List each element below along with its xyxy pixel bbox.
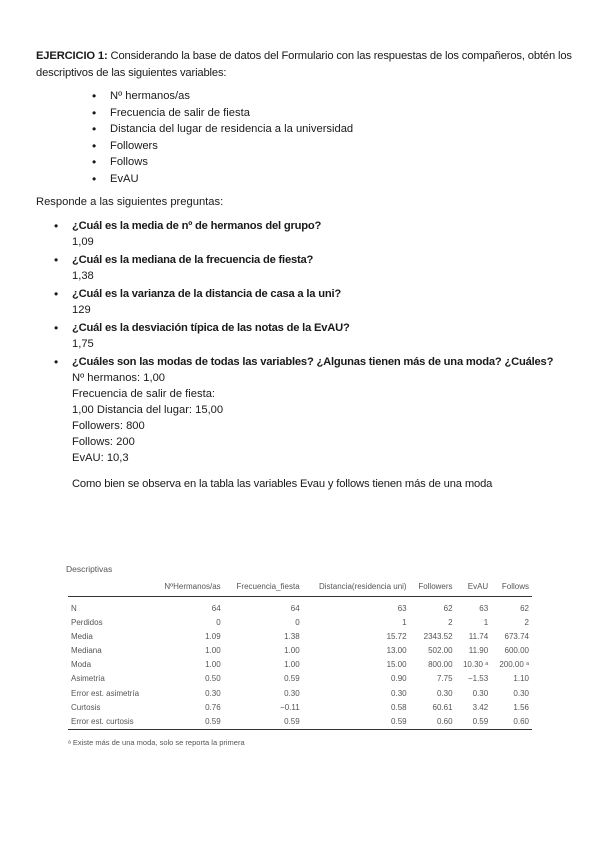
question-item xyxy=(54,354,553,466)
table-cell: 1.09 xyxy=(205,631,221,641)
table-row xyxy=(68,643,532,657)
row-label-cell: Media xyxy=(71,631,93,641)
exercise-text: Considerando la base de datos del Formulario con las respuestas de los compañeros, obtén los descriptivos de las siguientes variables: xyxy=(36,50,572,79)
table-cell: 0.59 xyxy=(153,714,224,729)
table-row xyxy=(68,700,532,714)
question-item xyxy=(54,320,553,352)
table-cell: 1.00 xyxy=(205,645,221,655)
table-cell: 200.00 ᵃ xyxy=(499,660,529,670)
table-cell: 1.00 xyxy=(205,660,221,670)
answer-text: Followers: 800 xyxy=(72,420,145,432)
table-cell: 7.75 xyxy=(436,674,453,684)
question-text: • ¿Cuáles son las modas de todas las variables? ¿Algunas tienen más de una moda? ¿Cuáles? xyxy=(72,356,554,368)
header-cell: Frecuencia_fiesta xyxy=(224,576,303,597)
answer-text: Follows: 200 xyxy=(72,436,135,448)
table-cell: 0.30 xyxy=(472,688,489,698)
row-label-cell: Error est. asimetría xyxy=(71,688,140,698)
table-cell: 0.59 xyxy=(284,674,300,684)
table-cell: 1 xyxy=(402,617,407,627)
table-cell: 0.30 xyxy=(205,688,221,698)
header-cell: NºHermanos/as xyxy=(153,576,224,597)
table-cell: 600.00 xyxy=(504,645,529,655)
table-cell: −0.11 xyxy=(280,702,300,712)
answer-text: 1,38 xyxy=(72,270,94,282)
table-cell: 0.59 xyxy=(456,714,492,729)
table-row xyxy=(68,597,532,616)
answer-text: Frecuencia de salir de fiesta: xyxy=(72,388,216,400)
table-cell: 60.61 xyxy=(432,702,453,712)
table-cell: 11.74 xyxy=(468,631,489,641)
table-cell: 2 xyxy=(448,617,453,627)
table-cell: 1.00 xyxy=(284,645,300,655)
row-label-cell: N xyxy=(71,603,77,613)
table-cell: 0.59 xyxy=(224,714,303,729)
table-cell: 0.50 xyxy=(205,674,221,684)
table-cell: 62 xyxy=(520,603,529,613)
table-cell: 2 xyxy=(524,617,529,627)
header-cell: EvAU xyxy=(456,576,492,597)
answer-text: 1,00 Distancia del lugar: 15,00 xyxy=(72,404,224,416)
question-item xyxy=(54,252,553,284)
variables-list xyxy=(94,88,353,188)
row-label-cell: Curtosis xyxy=(71,702,101,712)
table-cell: 0.60 xyxy=(491,714,532,729)
question-item xyxy=(54,218,553,250)
table-cell: 0.30 xyxy=(284,688,300,698)
table-cell: 63 xyxy=(397,603,407,613)
header-cell xyxy=(68,576,153,597)
descriptives-table xyxy=(68,576,532,730)
table-header-row xyxy=(68,576,532,597)
table-cell: 64 xyxy=(290,603,300,613)
table-footnote: ᵃ Existe más de una moda, solo se reporta la primera xyxy=(68,738,245,747)
table-cell: 64 xyxy=(211,603,221,613)
row-label-cell: Moda xyxy=(71,660,92,670)
answer-text: 129 xyxy=(72,304,91,316)
question-text: • ¿Cuál es la desviación típica de las notas de la EvAU? xyxy=(72,322,350,334)
question-text: • ¿Cuál es la varianza de la distancia de casa a la uni? xyxy=(72,288,342,300)
answer-text: Nº hermanos: 1,00 xyxy=(72,372,166,384)
row-label-cell: Perdidos xyxy=(71,617,103,627)
table-cell: 15.72 xyxy=(386,631,407,641)
table-cell: −1.53 xyxy=(467,674,489,684)
question-item xyxy=(54,286,553,318)
table-cell: 1.38 xyxy=(284,631,300,641)
table-cell: 10.30 ᵃ xyxy=(462,660,489,670)
table-cell: 0.60 xyxy=(410,714,456,729)
table-cell: 0 xyxy=(216,617,221,627)
table-cell: 1 xyxy=(483,617,489,627)
table-cell: 63 xyxy=(479,603,489,613)
variable-item: • Followers xyxy=(94,138,353,155)
answer-text: EvAU: 10,3 xyxy=(72,452,129,464)
table-row xyxy=(68,714,532,729)
table-cell: 0.30 xyxy=(436,688,453,698)
exercise-label: EJERCICIO 1: xyxy=(36,50,108,62)
row-label-cell: Mediana xyxy=(71,645,102,655)
table-cell: 0.30 xyxy=(391,688,407,698)
table-cell: 1.56 xyxy=(513,702,529,712)
table-cell: 11.90 xyxy=(468,645,489,655)
variable-item: • Nº hermanos/as xyxy=(94,88,353,105)
exercise-intro xyxy=(36,48,576,82)
table-row xyxy=(68,672,532,686)
header-cell: Followers xyxy=(410,576,456,597)
table-cell: 0.90 xyxy=(391,674,407,684)
table-cell: 2343.52 xyxy=(423,631,453,641)
table-cell: 673.74 xyxy=(504,631,529,641)
table-cell: 0.76 xyxy=(205,702,221,712)
table-cell: 13.00 xyxy=(386,645,407,655)
table-cell: 0.59 xyxy=(303,714,410,729)
table-cell: 15.00 xyxy=(386,660,407,670)
table-cell: 0 xyxy=(295,617,300,627)
table-row xyxy=(68,658,532,672)
table-cell: 1.10 xyxy=(513,674,529,684)
row-label-cell: Asimetría xyxy=(71,674,105,684)
variable-item: • Distancia del lugar de residencia a la universidad xyxy=(94,121,353,138)
variable-item: • Follows xyxy=(94,154,353,171)
table-row xyxy=(68,615,532,629)
table-cell: 0.58 xyxy=(391,702,407,712)
table-row xyxy=(68,629,532,643)
question-text: • ¿Cuál es la mediana de la frecuencia de fiesta? xyxy=(72,254,314,266)
header-cell: Follows xyxy=(491,576,532,597)
variable-item: • EvAU xyxy=(94,171,353,188)
table-cell: 800.00 xyxy=(428,660,453,670)
table-cell: 0.30 xyxy=(513,688,529,698)
questions-list xyxy=(54,218,553,466)
answer-text: 1,09 xyxy=(72,236,94,248)
questions-intro: Responde a las siguientes preguntas: xyxy=(36,196,224,208)
table-cell: 62 xyxy=(443,603,453,613)
row-label-cell: Error est. curtosis xyxy=(68,714,153,729)
variable-item: • Frecuencia de salir de fiesta xyxy=(94,105,353,122)
answer-text: 1,75 xyxy=(72,338,94,350)
table-cell: 1.00 xyxy=(284,660,300,670)
table-row xyxy=(68,686,532,700)
table-cell: 3.42 xyxy=(472,702,489,712)
conclusion-text: Como bien se observa en la tabla las variables Evau y follows tienen más de una moda xyxy=(72,478,493,490)
question-text: • ¿Cuál es la media de nº de hermanos del grupo? xyxy=(72,220,322,232)
table-title: Descriptivas xyxy=(66,564,113,574)
header-cell: Distancia(residencia uni) xyxy=(303,576,410,597)
table-cell: 502.00 xyxy=(428,645,453,655)
